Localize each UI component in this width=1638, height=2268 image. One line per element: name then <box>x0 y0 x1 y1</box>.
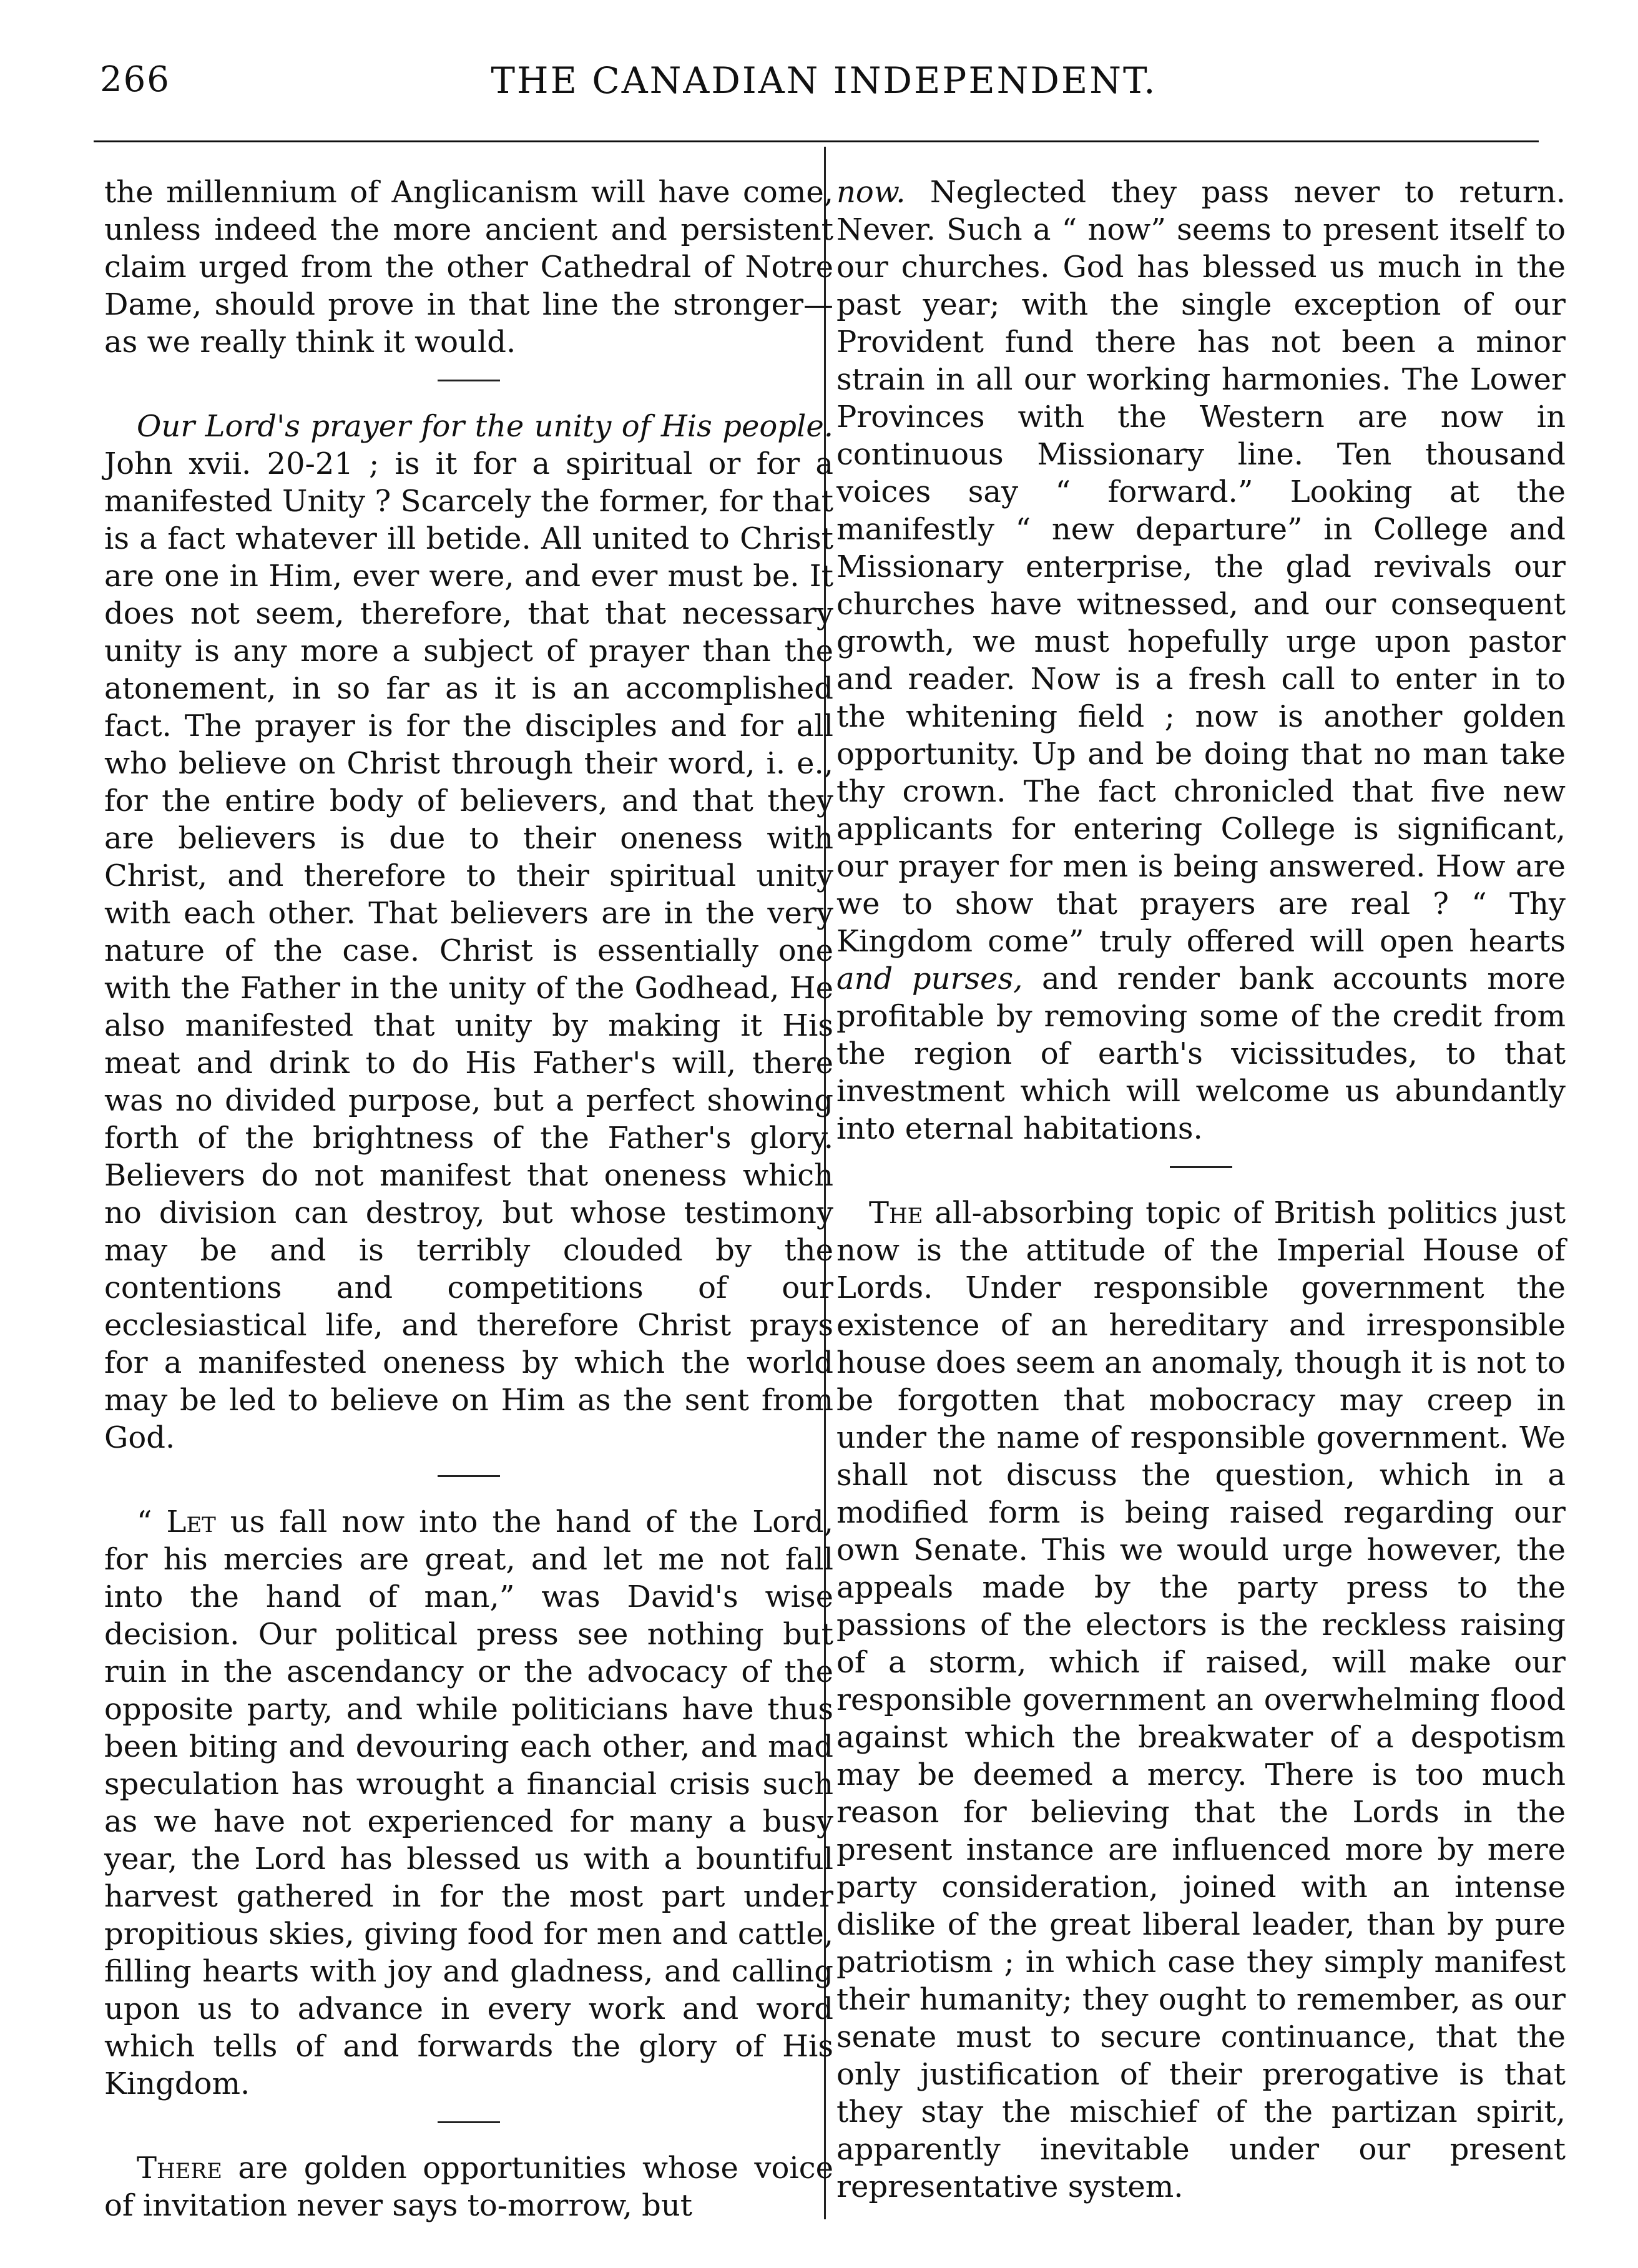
page-number: 266 <box>100 59 170 100</box>
paragraph-body: Neglected they pass never to return. Never. Such a “ now” seems to present itself to our churches. God has blessed us much in the past year; with the single exception of our Provident fund there has not been a minor strain in all our working harmonies. The Lower Provinces with the Western are now in continuous Missionary line. Ten thousand voices say “ forward.” Looking at the manifestly “ new departure” in College and Missionary enterprise, the glad revivals our churches have witnessed, and our consequent growth, we must hopefully urge upon pastor and reader. Now is a fresh call to enter in to the whitening field ; now is another golden opportunity. Up and be doing that no man take thy crown. The fact chronicled that five new applicants for entering College is significant, our prayer for men is being answered. How are we to show that prayers are real ? “ Thy Kingdom come” truly offered will open hearts <box>836 175 1566 959</box>
section-separator <box>1170 1166 1232 1168</box>
paragraph-unity-prayer <box>104 408 833 1456</box>
paragraph-body: us fall now into the hand of the Lord, for his mercies are great, and let me not fall into the hand of man,” was David's wise decision. Our political press see nothing but ruin in the ascendancy or the advocacy of the opposite party, and while politicians have thus been biting and devouring each other, and mad speculation has wrought a financial crisis such as we have not experienced for many a busy year, the Lord has blessed us with a bountiful harvest gathered in for the most part under propitious skies, giving food for men and cattle, filling hearts with joy and gladness, and calling upon us to advance in every work and word which tells of and forwards the glory of His Kingdom. <box>104 1505 834 2101</box>
paragraph-body: all-absorbing topic of British politics just now is the attitude of the Imperial House of Lords. Under responsible government the existence of an hereditary and irresponsible house does seem an anomaly, though it is not to be forgotten that mobocracy may creep in under the name of responsible government. We shall not discuss the question, which in a modified form is being raised regarding our own Senate. This we would urge however, the appeals made by the party press to the passions of the electors is the reckless raising of a storm, which if raised, will make our responsible government an overwhelming flood against which the breakwater of a despotism may be deemed a mercy. There is too much reason for believing that the Lords in the present instance are influenced more by mere party consideration, joined with an intense dislike of the great liberal leader, than by pure patriotism ; in which case they simply manifest their humanity; they ought to remember, as our senate must to secure continuance, that the only justification of their prerogative is that they stay the mischief of the partizan spirit, apparently inevitable under our present representative system. <box>836 1195 1566 2204</box>
page-header <box>100 59 1548 128</box>
running-title: THE CANADIAN INDEPENDENT. <box>491 59 1157 102</box>
paragraph-body: are golden opportunities whose voice of invitation never says to-morrow, but <box>104 2151 833 2223</box>
paragraph-emphasis: and purses, <box>836 961 1023 996</box>
paragraph-davids-decision <box>104 1503 833 2103</box>
paragraph-lead: Our Lord's prayer for the unity of His people. <box>137 409 833 444</box>
paragraph-lead: “ Let <box>137 1505 216 1539</box>
section-separator <box>438 2121 500 2123</box>
header-rule <box>94 140 1539 142</box>
paragraph-golden-opportunities <box>104 2149 833 2224</box>
paragraph-lead: now. <box>836 175 906 210</box>
paragraph-lead: The <box>869 1195 923 1230</box>
right-column <box>836 174 1566 2206</box>
paragraph-lead: There <box>137 2151 222 2186</box>
section-separator <box>438 1475 500 1477</box>
paragraph-tail: and render bank accounts more profitable by removing some of the credit from the region of earth's vicissitudes, to that investment which will welcome us abundantly into eternal habitations. <box>836 961 1566 1146</box>
paragraph-body: John xvii. 20-21 ; is it for a spiritual or for a manifested Unity ? Scarcely the former, for that is a fact whatever ill betide. All united to Christ are one in Him, ever were, and ever must be. It does not seem, therefore, that that necessary unity is any more a subject of prayer than the atonement, in so far as it is an accomplished fact. The prayer is for the disciples and for all who believe on Christ through their word, i. e., for the entire body of believers, and that they are believers is due to their oneness with Christ, and therefore to their spiritual unity with each other. That believers are in the very nature of the case. Christ is essentially one with the Father in the unity of the Godhead, He also manifested that unity by making it His meat and drink to do His Father's will, there was no divided purpose, but a perfect showing forth of the brightness of the Father's glory. Believers do not manifest that oneness which no division can destroy, but whose testimony may be and is terribly clouded by the contentions and competitions of our ecclesiastical life, and therefore Christ prays for a manifested oneness by which the world may be led to believe on Him as the sent from God. <box>104 446 833 1455</box>
paragraph-house-of-lords <box>836 1194 1566 2206</box>
left-column <box>104 174 833 2224</box>
paragraph-now-continued <box>836 174 1566 1147</box>
paragraph-anglicanism: the millennium of Anglicanism will have come, unless indeed the more ancient and persistent claim urged from the other Cathedral of Notre Dame, should prove in that line the stronger—as we really think it would. <box>104 175 833 360</box>
section-separator <box>438 380 500 381</box>
